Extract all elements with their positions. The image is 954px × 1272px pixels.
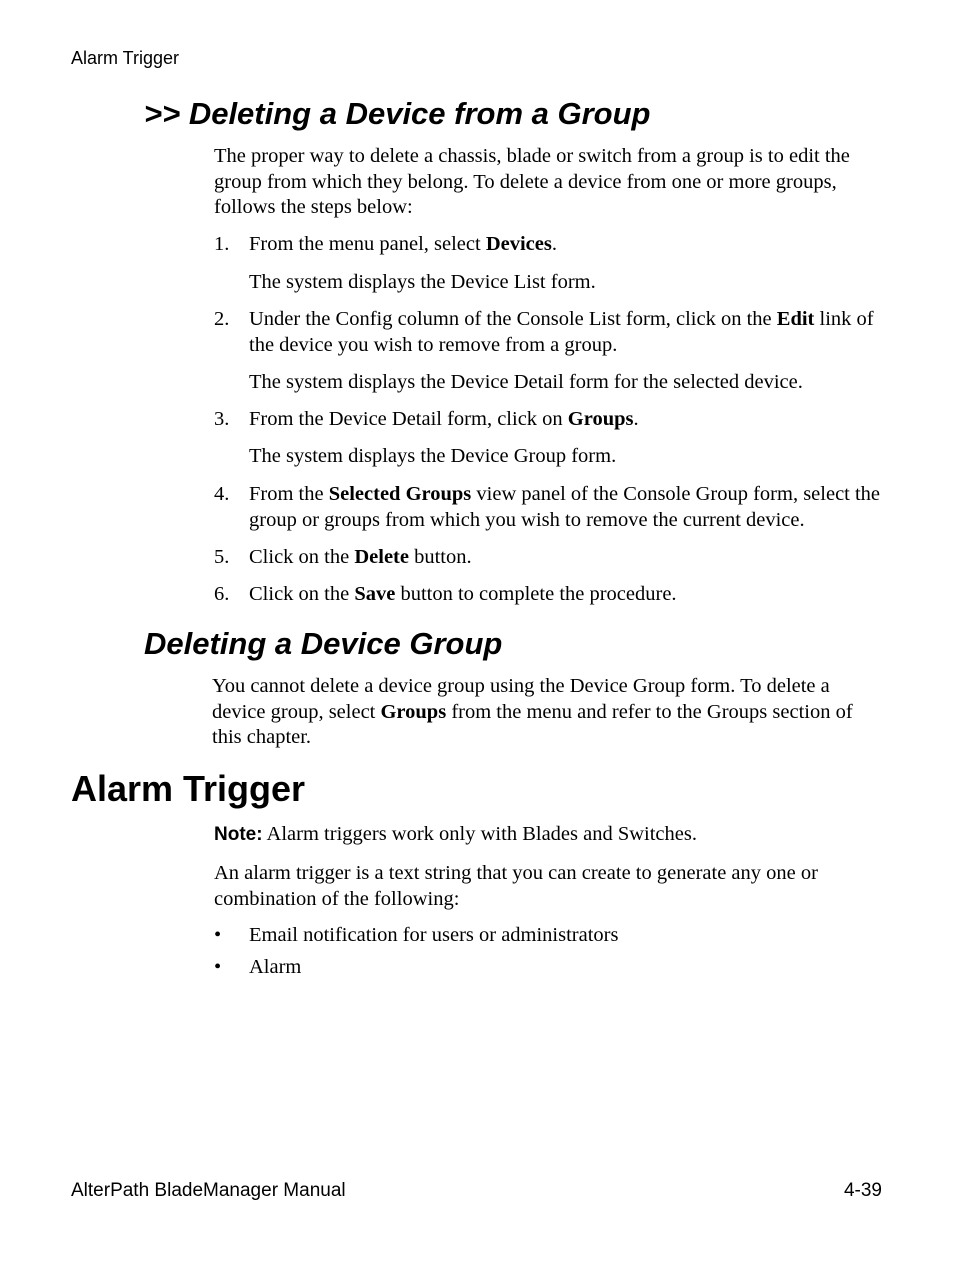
- bullet-icon: •: [214, 924, 222, 946]
- footer-manual-title: AlterPath BladeManager Manual: [71, 1180, 346, 1201]
- step-number: 3.: [214, 408, 230, 430]
- list-item-text: Email notification for users or administrators: [249, 924, 619, 946]
- step-text: From the Selected Groups view panel of the Console Group form, select the group or groups from which you wish to remove the current device.: [249, 483, 881, 531]
- ui-term-groups: Groups: [380, 700, 447, 723]
- step-4: [214, 482, 886, 533]
- list-item: [214, 955, 886, 981]
- section-heading-alarm-trigger: Alarm Trigger: [71, 768, 306, 809]
- section-heading-delete-group: Deleting a Device Group: [144, 626, 503, 661]
- step-number: 4.: [214, 483, 230, 505]
- step-5: [214, 545, 886, 571]
- intro-paragraph: The proper way to delete a chassis, blade or switch from a group is to edit the group from which they belong. To delete a device from one or more groups, follows the steps below:: [214, 145, 850, 218]
- step-2: [214, 307, 886, 358]
- ui-term-save: Save: [354, 583, 396, 605]
- list-item: [214, 923, 886, 949]
- ui-term-delete: Delete: [354, 546, 409, 568]
- step-number: 6.: [214, 583, 230, 605]
- step-number: 1.: [214, 233, 230, 255]
- list-item-text: Alarm: [249, 956, 302, 978]
- step-text: Under the Config column of the Console List form, click on the Edit link of the device you wish to remove from a group.: [249, 308, 874, 356]
- section-heading-delete-from-group: >> Deleting a Device from a Group: [144, 96, 651, 131]
- alarm-intro-paragraph: An alarm trigger is a text string that you can create to generate any one or combination of the following:: [214, 862, 818, 910]
- step-number: 2.: [214, 308, 230, 330]
- step-text: Click on the Save button to complete the procedure.: [249, 583, 677, 605]
- step-text: From the Device Detail form, click on Groups.: [249, 408, 639, 430]
- step-3-result: The system displays the Device Group form.: [249, 445, 617, 467]
- step-1-result: The system displays the Device List form.: [249, 271, 596, 293]
- step-6: [214, 582, 886, 608]
- bullet-icon: •: [214, 956, 222, 978]
- step-1: [214, 232, 886, 258]
- note-paragraph: Note: Alarm triggers work only with Blades and Switches.: [214, 823, 697, 845]
- step-text: From the menu panel, select Devices.: [249, 233, 557, 255]
- delete-group-paragraph: You cannot delete a device group using the Device Group form. To delete a device group, select Groups from the menu and refer to the Groups section of this chapter.: [212, 675, 853, 748]
- step-number: 5.: [214, 546, 230, 568]
- step-text: Click on the Delete button.: [249, 546, 472, 568]
- note-label: Note:: [214, 824, 263, 845]
- ui-term-edit: Edit: [776, 308, 815, 330]
- step-2-result: The system displays the Device Detail form for the selected device.: [249, 371, 803, 393]
- ui-term-devices: Devices: [485, 233, 552, 255]
- ui-term-groups: Groups: [567, 408, 634, 430]
- page-number: 4-39: [843, 1180, 882, 1201]
- ui-term-selected-groups: Selected Groups: [328, 483, 472, 505]
- running-header: Alarm Trigger: [71, 48, 180, 68]
- step-3: [214, 407, 886, 433]
